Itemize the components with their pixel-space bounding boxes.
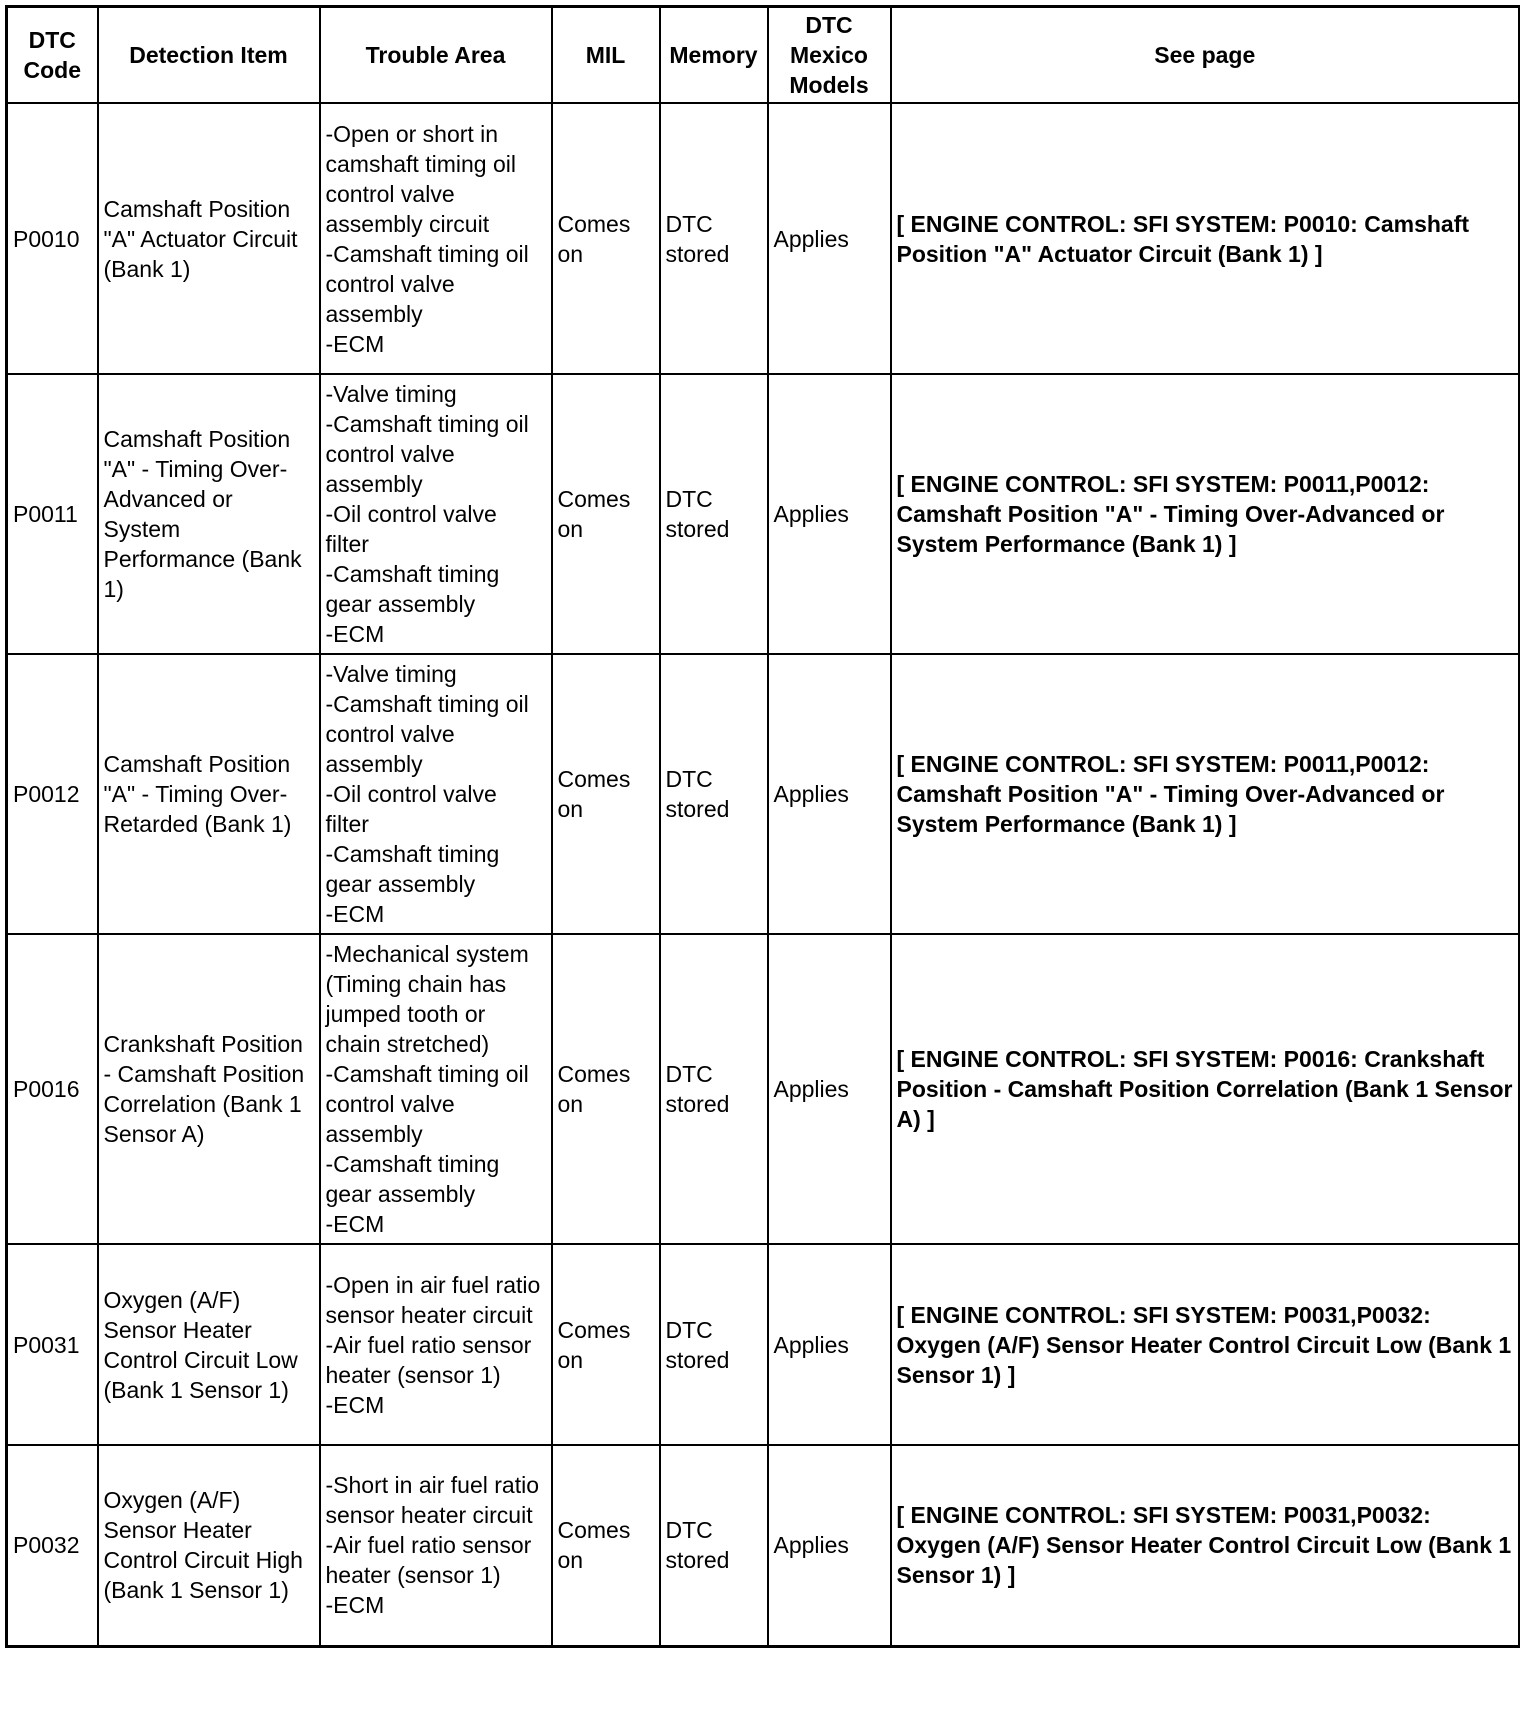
header-mil: MIL	[552, 7, 660, 104]
trouble-area-line: -Oil control valve filter	[325, 501, 497, 557]
header-detection-item: Detection Item	[98, 7, 320, 104]
dtc-table	[5, 5, 1520, 1648]
document-page	[5, 5, 1520, 1648]
detection-item-cell: Camshaft Position "A" Actuator Circuit (Bank 1)	[98, 103, 320, 374]
trouble-area-line: -Camshaft timing oil control valve assembly	[325, 1061, 529, 1147]
mil-cell: Comes on	[552, 1445, 660, 1646]
trouble-area-line: -ECM	[325, 1592, 385, 1619]
mil-cell: Comes on	[552, 934, 660, 1244]
trouble-area-line: -Air fuel ratio sensor heater (sensor 1)	[325, 1331, 532, 1388]
dtc-code-cell: P0031	[7, 1244, 98, 1445]
mil-cell: Comes on	[552, 103, 660, 374]
detection-item-cell: Oxygen (A/F) Sensor Heater Control Circuit High (Bank 1 Sensor 1)	[98, 1445, 320, 1646]
trouble-area-line: -Mechanical system (Timing chain has jumped tooth or chain stretched)	[325, 941, 529, 1057]
trouble-area-line: -Valve timing	[325, 661, 457, 687]
mexico-models-cell: Applies	[768, 374, 891, 654]
dtc-code-cell: P0010	[7, 103, 98, 374]
memory-cell: DTC stored	[660, 1445, 768, 1646]
trouble-area-cell	[320, 1445, 552, 1646]
header-trouble-area: Trouble Area	[320, 7, 552, 104]
detection-item-cell: Camshaft Position "A" - Timing Over-Retarded (Bank 1)	[98, 654, 320, 934]
table-row	[7, 103, 1520, 374]
header-dtc-code: DTC Code	[7, 7, 98, 104]
mexico-models-cell: Applies	[768, 934, 891, 1244]
trouble-area-line: -Camshaft timing oil control valve assembly	[325, 691, 529, 777]
mexico-models-cell: Applies	[768, 1445, 891, 1646]
dtc-code-cell: P0011	[7, 374, 98, 654]
detection-item-cell: Crankshaft Position - Camshaft Position Correlation (Bank 1 Sensor A)	[98, 934, 320, 1244]
trouble-area-line: -ECM	[325, 1391, 385, 1418]
see-page-link: [ ENGINE CONTROL: SFI SYSTEM: P0031,P0032: Oxygen (A/F) Sensor Heater Control Circuit Low (Bank 1 Sensor 1) ]	[891, 1244, 1520, 1445]
trouble-area-cell	[320, 934, 552, 1244]
dtc-code-cell: P0016	[7, 934, 98, 1244]
trouble-area-line: -Camshaft timing oil control valve assembly	[325, 411, 529, 497]
mexico-models-cell: Applies	[768, 103, 891, 374]
trouble-area-line: -Short in air fuel ratio sensor heater circuit	[325, 1472, 539, 1529]
trouble-area-cell	[320, 1244, 552, 1445]
mil-cell: Comes on	[552, 1244, 660, 1445]
trouble-area-cell	[320, 654, 552, 934]
header-memory: Memory	[660, 7, 768, 104]
memory-cell: DTC stored	[660, 1244, 768, 1445]
see-page-link: [ ENGINE CONTROL: SFI SYSTEM: P0011,P0012: Camshaft Position "A" - Timing Over-Advanced or System Performance (Bank 1) ]	[891, 374, 1520, 654]
mexico-models-cell: Applies	[768, 654, 891, 934]
trouble-area-line: -Air fuel ratio sensor heater (sensor 1)	[325, 1532, 532, 1589]
memory-cell: DTC stored	[660, 374, 768, 654]
table-row	[7, 1244, 1520, 1445]
trouble-area-line: -Open in air fuel ratio sensor heater circuit	[325, 1271, 541, 1328]
mexico-models-cell: Applies	[768, 1244, 891, 1445]
table-body	[7, 103, 1520, 1646]
memory-cell: DTC stored	[660, 103, 768, 374]
detection-item-cell: Camshaft Position "A" - Timing Over-Advanced or System Performance (Bank 1)	[98, 374, 320, 654]
mil-cell: Comes on	[552, 654, 660, 934]
trouble-area-line: -Camshaft timing gear assembly	[325, 841, 500, 897]
trouble-area-line: -ECM	[325, 621, 385, 647]
header-mexico-models: DTC Mexico Models	[768, 7, 891, 104]
trouble-area-line: -Camshaft timing gear assembly	[325, 561, 500, 617]
trouble-area-line: -Camshaft timing gear assembly	[325, 1151, 500, 1207]
trouble-area-line: -Open or short in camshaft timing oil control valve assembly circuit	[325, 120, 516, 237]
header-row	[7, 7, 1520, 104]
memory-cell: DTC stored	[660, 654, 768, 934]
table-row	[7, 374, 1520, 654]
trouble-area-line: -ECM	[325, 901, 385, 927]
trouble-area-line: -Camshaft timing oil control valve assembly	[325, 240, 529, 327]
see-page-link: [ ENGINE CONTROL: SFI SYSTEM: P0031,P0032: Oxygen (A/F) Sensor Heater Control Circuit Low (Bank 1 Sensor 1) ]	[891, 1445, 1520, 1646]
memory-cell: DTC stored	[660, 934, 768, 1244]
dtc-code-cell: P0032	[7, 1445, 98, 1646]
see-page-link: [ ENGINE CONTROL: SFI SYSTEM: P0011,P0012: Camshaft Position "A" - Timing Over-Advanced or System Performance (Bank 1) ]	[891, 654, 1520, 934]
table-header	[7, 7, 1520, 104]
header-see-page: See page	[891, 7, 1520, 104]
trouble-area-line: -Oil control valve filter	[325, 781, 497, 837]
detection-item-cell: Oxygen (A/F) Sensor Heater Control Circuit Low (Bank 1 Sensor 1)	[98, 1244, 320, 1445]
trouble-area-line: -ECM	[325, 330, 385, 357]
see-page-link: [ ENGINE CONTROL: SFI SYSTEM: P0010: Camshaft Position "A" Actuator Circuit (Bank 1) ]	[891, 103, 1520, 374]
see-page-link: [ ENGINE CONTROL: SFI SYSTEM: P0016: Crankshaft Position - Camshaft Position Correlation (Bank 1 Sensor A) ]	[891, 934, 1520, 1244]
mil-cell: Comes on	[552, 374, 660, 654]
trouble-area-cell	[320, 103, 552, 374]
trouble-area-line: -Valve timing	[325, 381, 457, 407]
trouble-area-line: -ECM	[325, 1211, 385, 1237]
dtc-code-cell: P0012	[7, 654, 98, 934]
table-row	[7, 934, 1520, 1244]
trouble-area-cell	[320, 374, 552, 654]
table-row	[7, 654, 1520, 934]
table-row	[7, 1445, 1520, 1646]
